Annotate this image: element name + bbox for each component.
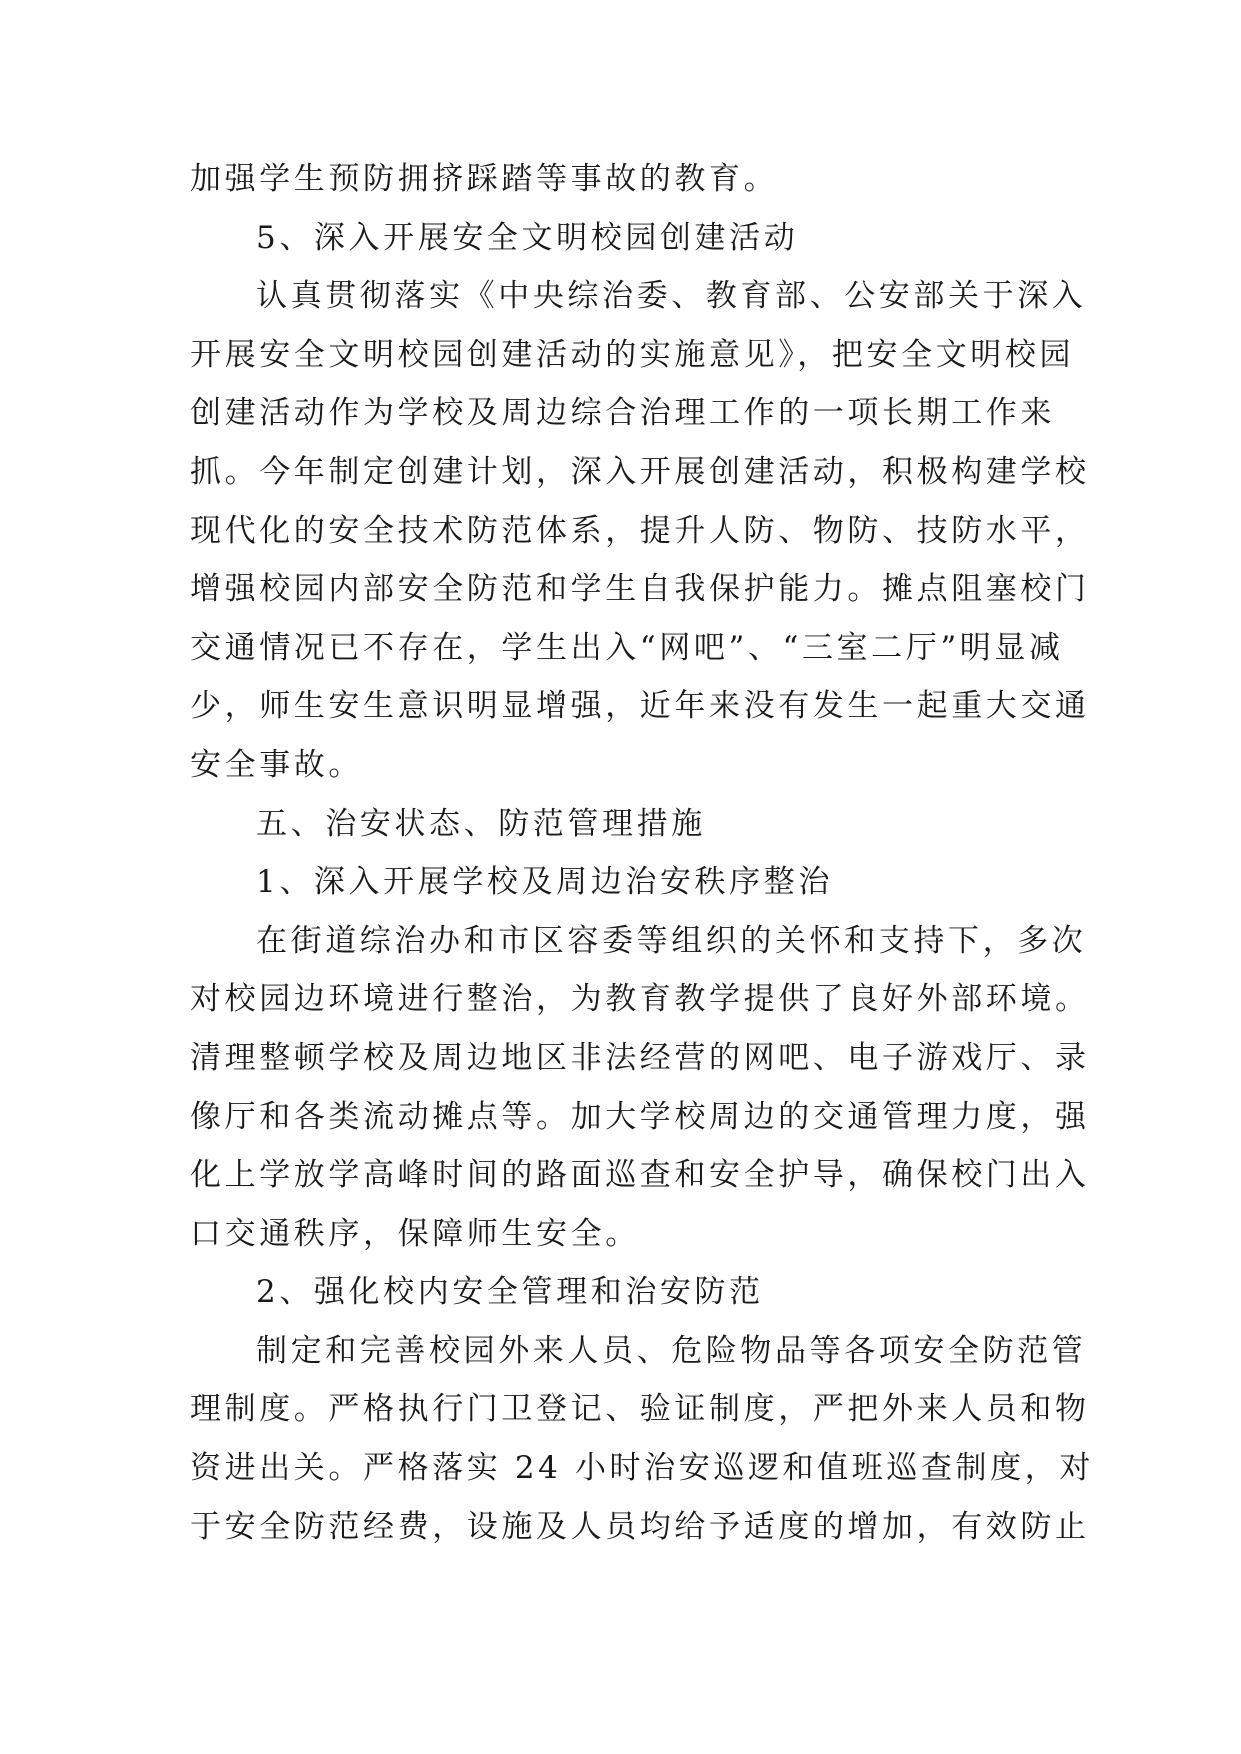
text-line: 资进出关。严格落实 24 小时治安巡逻和值班巡查制度，对 — [190, 1450, 1094, 1487]
text-line: 安全事故。 — [190, 746, 363, 783]
text-line: 现代化的安全技术防范体系，提升人防、物防、技防水平， — [190, 512, 1090, 549]
text-line: 1、深入开展学校及周边治安秩序整治 — [256, 864, 833, 901]
text-line: 制定和完善校园外来人员、危险物品等各项安全防范管 — [256, 1332, 1087, 1369]
text-line: 像厅和各类流动摊点等。加大学校周边的交通管理力度，强 — [190, 1098, 1090, 1135]
text-line: 交通情况已不存在，学生出入“网吧”、“三室二厅”明显减 — [190, 629, 1064, 666]
text-line: 增强校园内部安全防范和学生自我保护能力。摊点阻塞校门 — [190, 571, 1090, 608]
text-line: 在街道综治办和市区容委等组织的关怀和支持下，多次 — [256, 922, 1087, 959]
text-line: 5、深入开展安全文明校园创建活动 — [256, 219, 799, 256]
text-line: 五、治安状态、防范管理措施 — [256, 805, 706, 842]
text-line: 口交通秩序，保障师生安全。 — [190, 1215, 640, 1252]
text-line: 清理整顿学校及周边地区非法经营的网吧、电子游戏厅、录 — [190, 1039, 1090, 1076]
document-body — [190, 150, 1094, 1556]
text-line: 少，师生安生意识明显增强，近年来没有发生一起重大交通 — [190, 688, 1090, 725]
text-line: 对校园边环境进行整治，为教育教学提供了良好外部环境。 — [190, 981, 1090, 1018]
text-line: 创建活动作为学校及周边综合治理工作的一项长期工作来 — [190, 395, 1055, 432]
text-line: 抓。今年制定创建计划，深入开展创建活动，积极构建学校 — [190, 453, 1090, 490]
text-line: 开展安全文明校园创建活动的实施意见》，把安全文明校园 — [190, 336, 1075, 373]
text-line: 化上学放学高峰时间的路面巡查和安全护导，确保校门出入 — [190, 1157, 1090, 1194]
text-line: 2、强化校内安全管理和治安防范 — [256, 1274, 764, 1311]
text-line: 认真贯彻落实《中央综治委、教育部、公安部关于深入 — [256, 278, 1087, 315]
text-line: 于安全防范经费，设施及人员均给予适度的增加，有效防止 — [190, 1508, 1090, 1545]
text-line: 理制度。严格执行门卫登记、验证制度，严把外来人员和物 — [190, 1391, 1090, 1428]
text-line: 加强学生预防拥挤踩踏等事故的教育。 — [190, 161, 779, 197]
